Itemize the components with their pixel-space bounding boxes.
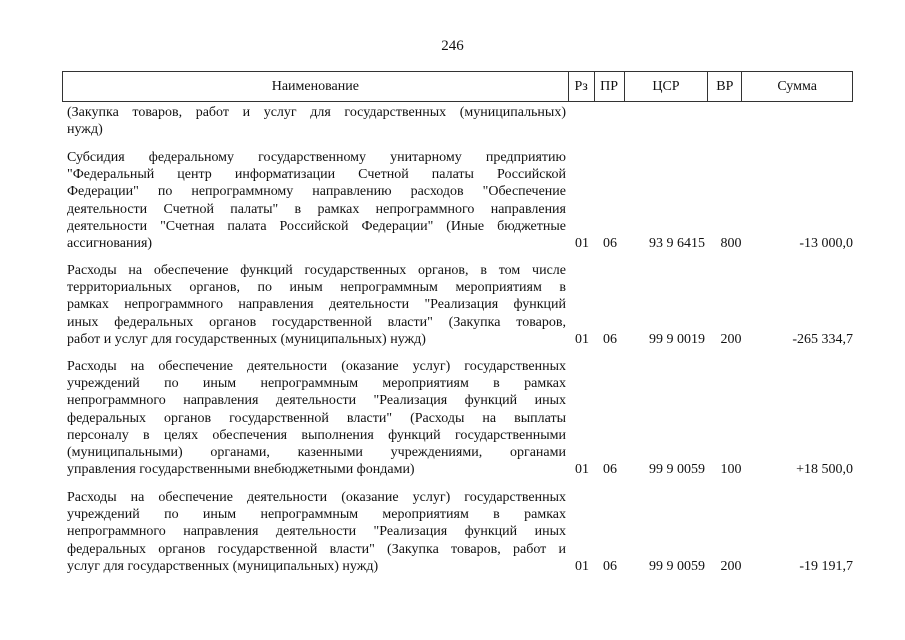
description-line: (муниципальными) органами, казенными учреждениями, органами — [67, 445, 566, 461]
description-line: учреждений по иным непрограммным мероприятиям в рамках — [67, 376, 566, 392]
cell-sum: -13 000,0 — [799, 236, 853, 251]
description-line: "Федеральный центр информатизации Счетной палаты Российской — [67, 167, 566, 183]
cell-csr: 99 9 0059 — [649, 559, 705, 574]
cell-pr: 06 — [603, 236, 617, 251]
description-line: Расходы на обеспечение функций государственных органов, в том числе — [67, 263, 566, 278]
cell-sum: -19 191,7 — [799, 559, 853, 574]
row-description — [67, 149, 566, 252]
cell-pr: 06 — [603, 332, 617, 347]
cell-rz: 01 — [575, 462, 589, 477]
cell-rz: 01 — [575, 236, 589, 251]
cell-vr: 200 — [720, 332, 742, 347]
cell-csr: 99 9 0019 — [649, 332, 705, 347]
cell-rz: 01 — [575, 559, 589, 574]
cell-sum: +18 500,0 — [796, 462, 853, 477]
description-line: персоналу в целях обеспечения выполнения функций государственными — [67, 427, 566, 443]
description-line: учреждений по иным непрограммным мероприятиям в рамках — [67, 507, 566, 523]
cell-pr: 06 — [603, 462, 617, 477]
row-description — [67, 358, 566, 478]
header-csr: ЦСР — [625, 72, 709, 101]
cell-pr: 06 — [603, 559, 617, 574]
description-line: непрограммного направления деятельности "Реализация функций иных — [67, 524, 566, 540]
description-line: федеральных органов государственной власти" (Закупка товаров, работ и — [67, 541, 566, 557]
description-line: работ и услуг для государственных (муниципальных) нужд) — [67, 331, 426, 347]
description-line: услуг для государственных (муниципальных) нужд) — [67, 558, 379, 574]
cell-vr: 200 — [720, 559, 742, 574]
description-line: ассигнования) — [67, 236, 153, 252]
cell-csr: 93 9 6415 — [649, 236, 705, 251]
page-number: 246 — [441, 38, 464, 54]
description-line: деятельности Счетной палаты" в рамках непрограммного направления — [67, 201, 566, 217]
description-line: (Закупка товаров, работ и услуг для государственных (муниципальных) — [67, 105, 566, 120]
description-line: деятельности "Счетная палата Российской Федерации" (Иные бюджетные — [67, 218, 566, 234]
row-description — [67, 489, 566, 575]
header-rz: Рз — [569, 72, 595, 101]
description-line: управления государственными внебюджетными фондами) — [67, 462, 415, 478]
header-vr: ВР — [708, 72, 742, 101]
description-line: иных федеральных органов государственной власти" (Закупка товаров, — [67, 314, 566, 330]
description-line: непрограммного направления деятельности "Реализация функций иных — [67, 393, 566, 409]
header-name: Наименование — [63, 72, 569, 101]
description-line: Федерации" по непрограммному направлению расходов "Обеспечение — [67, 184, 566, 200]
header-pr: ПР — [595, 72, 625, 101]
description-line: Расходы на обеспечение деятельности (оказание услуг) государственных — [67, 359, 566, 374]
cell-csr: 99 9 0059 — [649, 462, 705, 477]
cell-sum: -265 334,7 — [792, 332, 853, 347]
table-header — [62, 71, 853, 102]
cell-vr: 800 — [720, 236, 742, 251]
description-line: рамках непрограммного направления деятельности "Реализация функций — [67, 297, 566, 313]
description-line: Субсидия федеральному государственному унитарному предприятию — [67, 150, 566, 165]
description-line: нужд) — [67, 122, 103, 138]
description-line: территориальных органов, по иным непрограммным мероприятиям в — [67, 280, 566, 296]
row-description — [67, 104, 566, 138]
header-sum: Сумма — [777, 78, 817, 94]
description-line: Расходы на обеспечение деятельности (оказание услуг) государственных — [67, 490, 566, 505]
cell-rz: 01 — [575, 332, 589, 347]
cell-vr: 100 — [720, 462, 742, 477]
description-line: федеральных органов государственной власти" (Расходы на выплаты — [67, 410, 566, 426]
row-description — [67, 262, 566, 348]
